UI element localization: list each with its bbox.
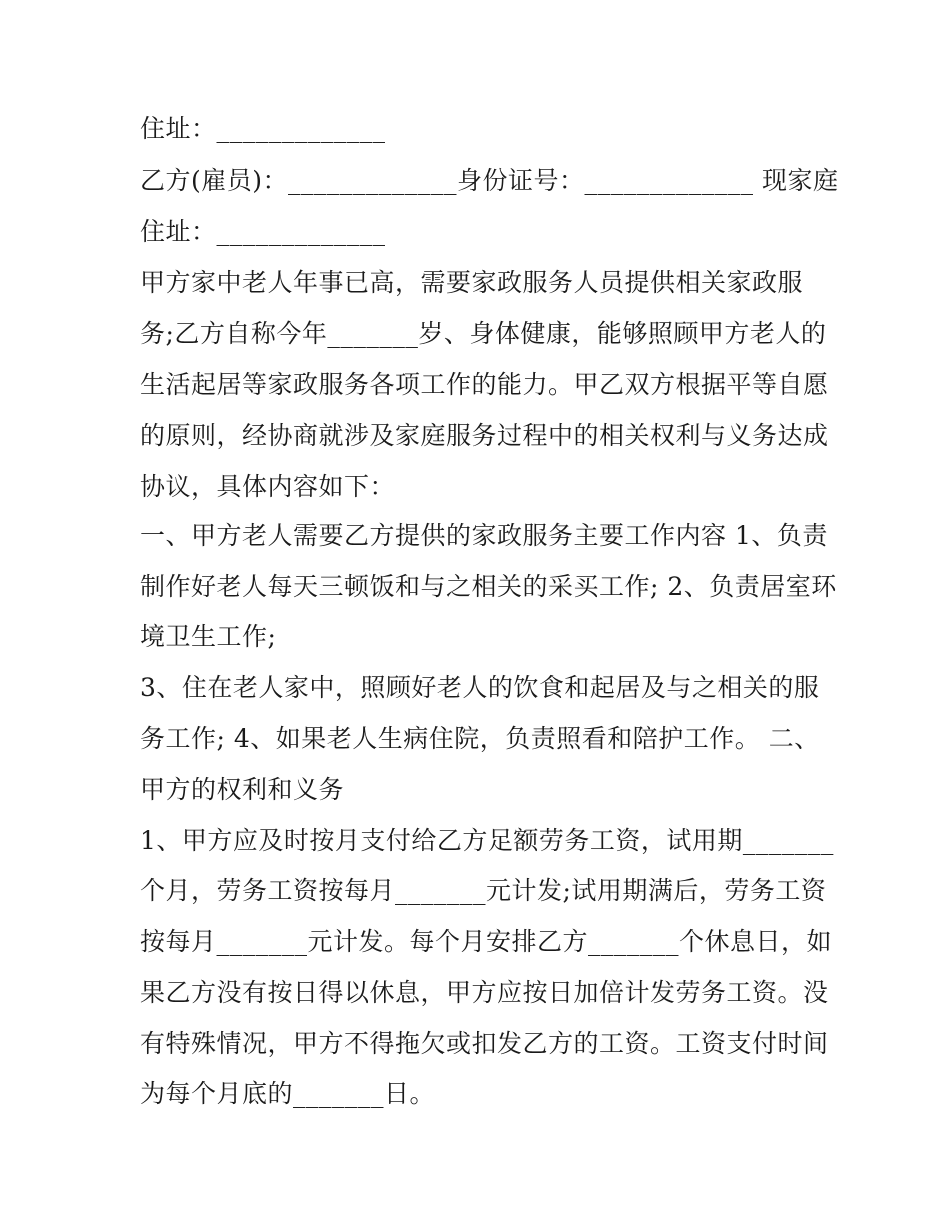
text-line: 务工作; 4、如果老人生病住院，负责照看和陪护工作。 二、 (140, 724, 820, 753)
text-line: 1、甲方应及时按月支付给乙方足额劳务工资，试用期_______ (140, 826, 834, 855)
text-line: 的原则，经协商就涉及家庭服务过程中的相关权利与义务达成 (140, 421, 829, 450)
text-line: 为每个月底的_______日。 (140, 1079, 436, 1108)
text-line: 甲方家中老人年事已高，需要家政服务人员提供相关家政服 (140, 268, 804, 297)
text-line: 乙方(雇员)：_____________身份证号：_____________ 现家庭 (140, 166, 839, 195)
text-line: 个月，劳务工资按每月_______元计发;试用期满后，劳务工资 (140, 876, 827, 905)
text-line: 有特殊情况，甲方不得拖欠或扣发乙方的工资。工资支付时间 (140, 1029, 829, 1058)
text-line: 务;乙方自称今年_______岁、身体健康，能够照顾甲方老人的 (140, 319, 827, 348)
text-line: 协议，具体内容如下： (140, 472, 396, 501)
text-line: 按每月_______元计发。每个月安排乙方_______个休息日，如 (140, 927, 833, 956)
text-line: 甲方的权利和义务 (140, 775, 345, 804)
text-line: 境卫生工作; (140, 622, 277, 651)
text-line: 生活起居等家政服务各项工作的能力。甲乙双方根据平等自愿 (140, 370, 829, 399)
text-line: 3、住在老人家中，照顾好老人的饮食和起居及与之相关的服 (140, 673, 820, 702)
text-line: 制作好老人每天三顿饭和与之相关的采买工作; 2、负责居室环 (140, 572, 837, 601)
text-line: 住址：_____________ (140, 114, 386, 143)
text-line: 住址：_____________ (140, 217, 386, 246)
text-line: 果乙方没有按日得以休息，甲方应按日加倍计发劳务工资。没 (140, 978, 829, 1007)
text-line: 一、甲方老人需要乙方提供的家政服务主要工作内容 1、负责 (140, 521, 828, 550)
